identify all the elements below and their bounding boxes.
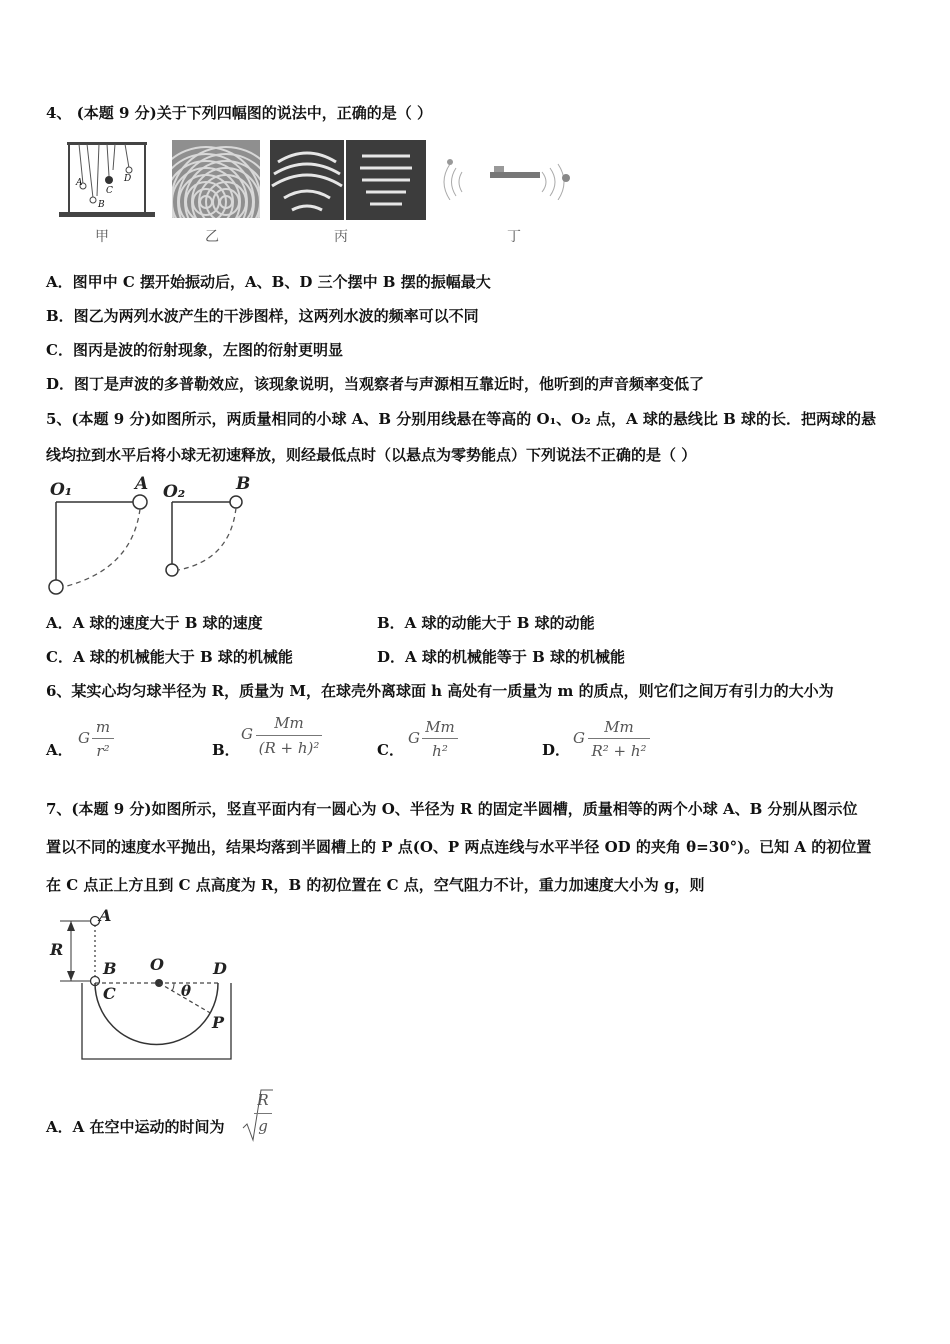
q5-label-b: B [236,474,251,494]
q7-option-a-num: R [257,1091,269,1109]
q5-option-a: A．A 球的速度大于 B 球的速度 [46,614,263,632]
q5-label-o1: O₁ [50,480,73,500]
q6-option-d-num: Mm [604,718,634,736]
pendulum-label-a: A [76,178,83,188]
q7-option-a-bar [254,1113,272,1114]
q7-figure [46,905,246,1067]
q6-option-d-g: G [573,729,585,747]
q7-option-a: A．A 在空中运动的时间为 [46,1118,225,1136]
q5-figure [44,470,264,600]
q7-label-a: A [99,906,112,925]
q4-option-d: D．图丁是声波的多普勒效应，该现象说明，当观察者与声源相互靠近时，他听到的声音频率变低了 [46,375,705,393]
q6-option-d-bar [588,738,650,739]
q6-option-c-den: h² [432,742,448,760]
q6-option-d-den: R² + h² [591,742,647,760]
q6-option-c-g: G [408,729,420,747]
q6-option-b-bar [256,735,322,736]
q4-option-b: B．图乙为两列水波产生的干涉图样，这两列水波的频率可以不同 [46,307,479,325]
q4-figure-ding [440,150,590,200]
q7-label-c: C [103,984,116,1003]
q5-stem-line2: 线均拉到水平后将小球无初速释放，则经最低点时（以悬点为零势能点）下列说法不正确的是（ ） [46,446,697,464]
pendulum-label-c: C [106,186,113,196]
q6-option-c-num: Mm [425,718,455,736]
q6-option-a-den: r² [96,742,110,760]
q7-stem-line3: 在 C 点正上方且到 C 点高度为 R，B 的初位置在 C 点，空气阻力不计，重力加速度大小为 g，则 [46,876,705,894]
q6-option-b-g: G [241,725,253,743]
q4-option-a: A．图甲中 C 摆开始振动后，A、B、D 三个摆中 B 摆的振幅最大 [46,273,491,291]
q7-label-d: D [213,959,227,978]
q6-option-a-num: m [95,718,111,736]
q4-caption-bing: 丙 [334,229,348,245]
q5-option-c: C．A 球的机械能大于 B 球的机械能 [46,648,293,666]
q7-label-p: P [212,1013,225,1032]
q5-label-o2: O₂ [163,482,186,502]
pendulum-label-d: D [124,174,132,184]
q7-option-a-den: g [258,1117,268,1135]
q6-option-b-den: (R + h)² [258,739,320,757]
q4-option-c: C．图丙是波的衍射现象，左图的衍射更明显 [46,341,343,359]
q7-label-b: B [103,959,117,978]
q5-stem-line1: 5、(本题 9 分)如图所示，两质量相同的小球 A、B 分别用线悬在等高的 O₁、O₂ 点，A 球的悬线比 B 球的长．把两球的悬 [46,410,876,428]
q4-figure-bing [270,140,426,220]
q6-option-a-label: A． [46,741,73,759]
q4-caption-yi: 乙 [205,229,219,245]
q6-option-a-bar [92,738,114,739]
q6-option-b-num: Mm [274,714,304,732]
q5-label-a: A [135,474,149,494]
q7-label-r: R [50,940,64,959]
q4-caption-jia: 甲 [95,229,109,245]
q4-caption-ding: 丁 [507,229,521,245]
q7-stem-line1: 7、(本题 9 分)如图所示，竖直平面内有一圆心为 O、半径为 R 的固定半圆槽，质量相等的两个小球 A、B 分别从图示位 [46,800,858,818]
q6-option-d-label: D． [542,741,571,759]
q4-figure-yi [172,140,260,218]
q4-figure-jia [55,138,160,223]
q6-stem: 6、某实心均匀球半径为 R，质量为 M，在球壳外离球面 h 高处有一质量为 m 的质点，则它们之间万有引力的大小为 [46,682,834,700]
q6-option-c-bar [422,738,458,739]
q6-option-c-label: C． [377,741,404,759]
pendulum-label-b: B [98,200,105,210]
q7-label-o: O [150,955,164,974]
q4-stem: 4、 (本题 9 分)关于下列四幅图的说法中，正确的是（ ） [46,104,432,122]
q6-option-a-g: G [78,729,90,747]
q5-option-b: B．A 球的动能大于 B 球的动能 [377,614,595,632]
q5-option-d: D．A 球的机械能等于 B 球的机械能 [377,648,625,666]
q7-stem-line2: 置以不同的速度水平抛出，结果均落到半圆槽上的 P 点(O、P 两点连线与水平半径 OD 的夹角 θ=30°)。已知 A 的初位置 [46,838,872,856]
q7-label-theta: θ [181,982,192,1000]
q6-option-b-label: B． [212,741,240,759]
